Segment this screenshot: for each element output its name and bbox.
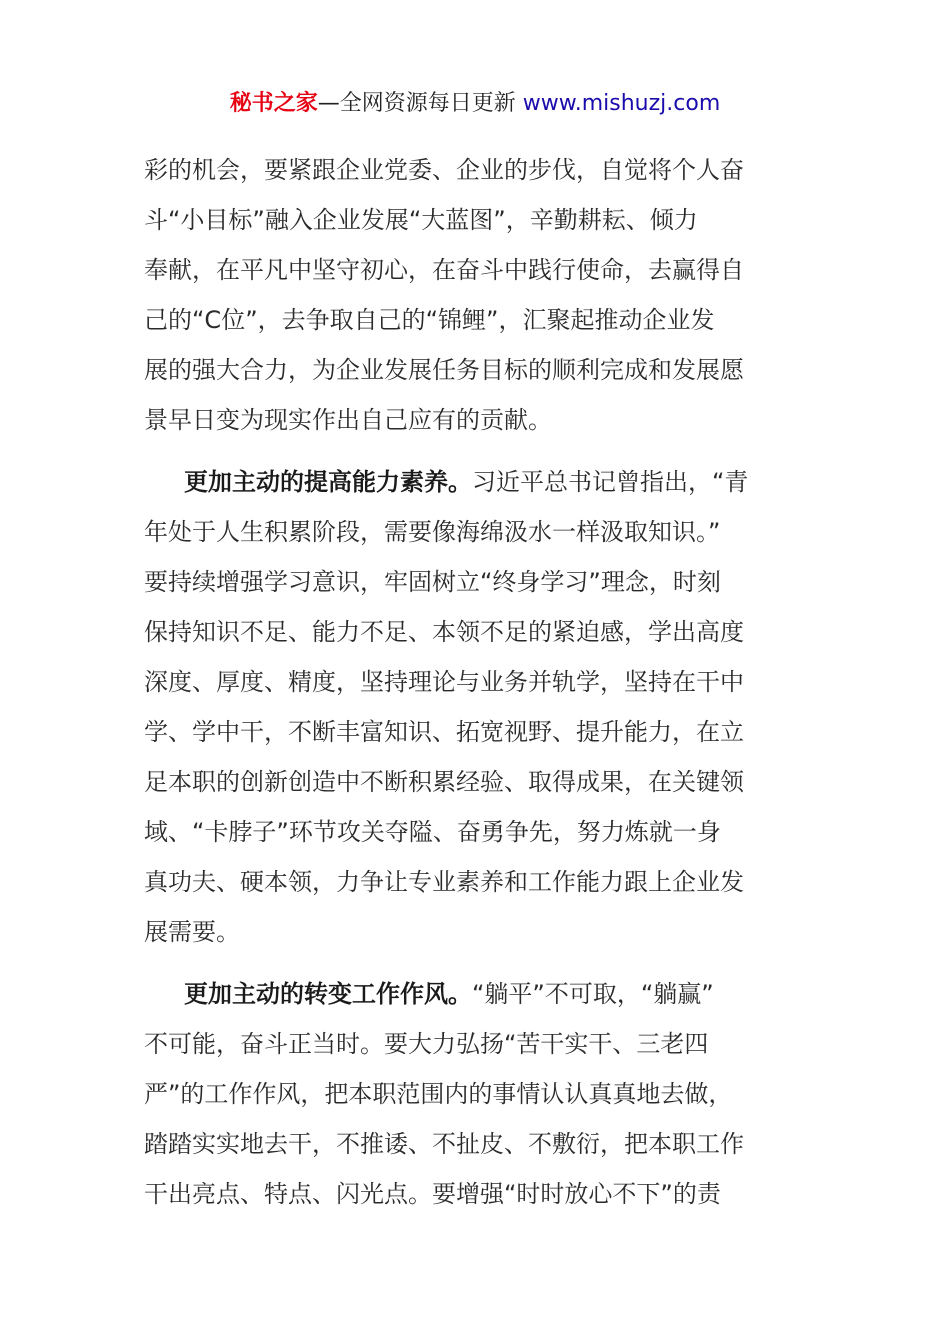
paragraph-line: 彩的机会，要紧跟企业党委、企业的步伐，自觉将个人奋 [144, 156, 744, 184]
paragraph-heading: 更加主动的提高能力素养。 [184, 468, 472, 496]
paragraph-2 [144, 457, 808, 957]
site-tagline: —全网资源每日更新 [317, 91, 523, 116]
paragraph-line: 真功夫、硬本领，力争让专业素养和工作能力跟上企业发 [144, 868, 744, 896]
paragraph-1 [144, 145, 808, 445]
paragraph-line: 严”的工作作风，把本职范围内的事情认认真真地去做， [144, 1080, 733, 1108]
paragraph-line: 不可能，奋斗正当时。要大力弘扬“苦干实干、三老四 [144, 1030, 709, 1058]
paragraph-line: 干出亮点、特点、闪光点。要增强“时时放心不下”的责 [144, 1180, 721, 1208]
paragraph-first-line-text: “躺平”不可取，“躺赢” [472, 980, 714, 1008]
paragraph-line: 域、“卡脖子”环节攻关夺隘、奋勇争先，努力炼就一身 [144, 818, 721, 846]
paragraph-3 [144, 969, 808, 1219]
paragraph-line: 己的“C位”，去争取自己的“锦鲤”，汇聚起推动企业发 [144, 306, 715, 334]
site-url-link[interactable]: www.mishuzj.com [522, 91, 721, 116]
document-body [144, 145, 808, 1219]
paragraph-line: 踏踏实实地去干，不推诿、不扯皮、不敷衍，把本职工作 [144, 1130, 744, 1158]
paragraph-first-line-text: 习近平总书记曾指出，“青 [472, 468, 749, 496]
paragraph-line: 足本职的创新创造中不断积累经验、取得成果，在关键领 [144, 768, 744, 796]
paragraph-first-line [144, 457, 808, 507]
site-header [0, 88, 950, 120]
paragraph-line: 景早日变为现实作出自己应有的贡献。 [144, 406, 552, 434]
paragraph-line: 学、学中干，不断丰富知识、拓宽视野、提升能力，在立 [144, 718, 744, 746]
paragraph-line: 年处于人生积累阶段，需要像海绵汲水一样汲取知识。” [144, 518, 721, 546]
paragraph-line: 深度、厚度、精度，坚持理论与业务并轨学，坚持在干中 [144, 668, 744, 696]
paragraph-first-line [144, 969, 808, 1019]
site-brand: 秘书之家 [229, 91, 318, 116]
paragraph-line: 要持续增强学习意识，牢固树立“终身学习”理念，时刻 [144, 568, 721, 596]
paragraph-line: 展需要。 [144, 918, 240, 946]
paragraph-line: 展的强大合力，为企业发展任务目标的顺利完成和发展愿 [144, 356, 744, 384]
paragraph-heading: 更加主动的转变工作作风。 [184, 980, 472, 1008]
paragraph-line: 斗“小目标”融入企业发展“大蓝图”，辛勤耕耘、倾力 [144, 206, 698, 234]
paragraph-line: 保持知识不足、能力不足、本领不足的紧迫感，学出高度 [144, 618, 744, 646]
paragraph-line: 奉献，在平凡中坚守初心，在奋斗中践行使命，去赢得自 [144, 256, 744, 284]
